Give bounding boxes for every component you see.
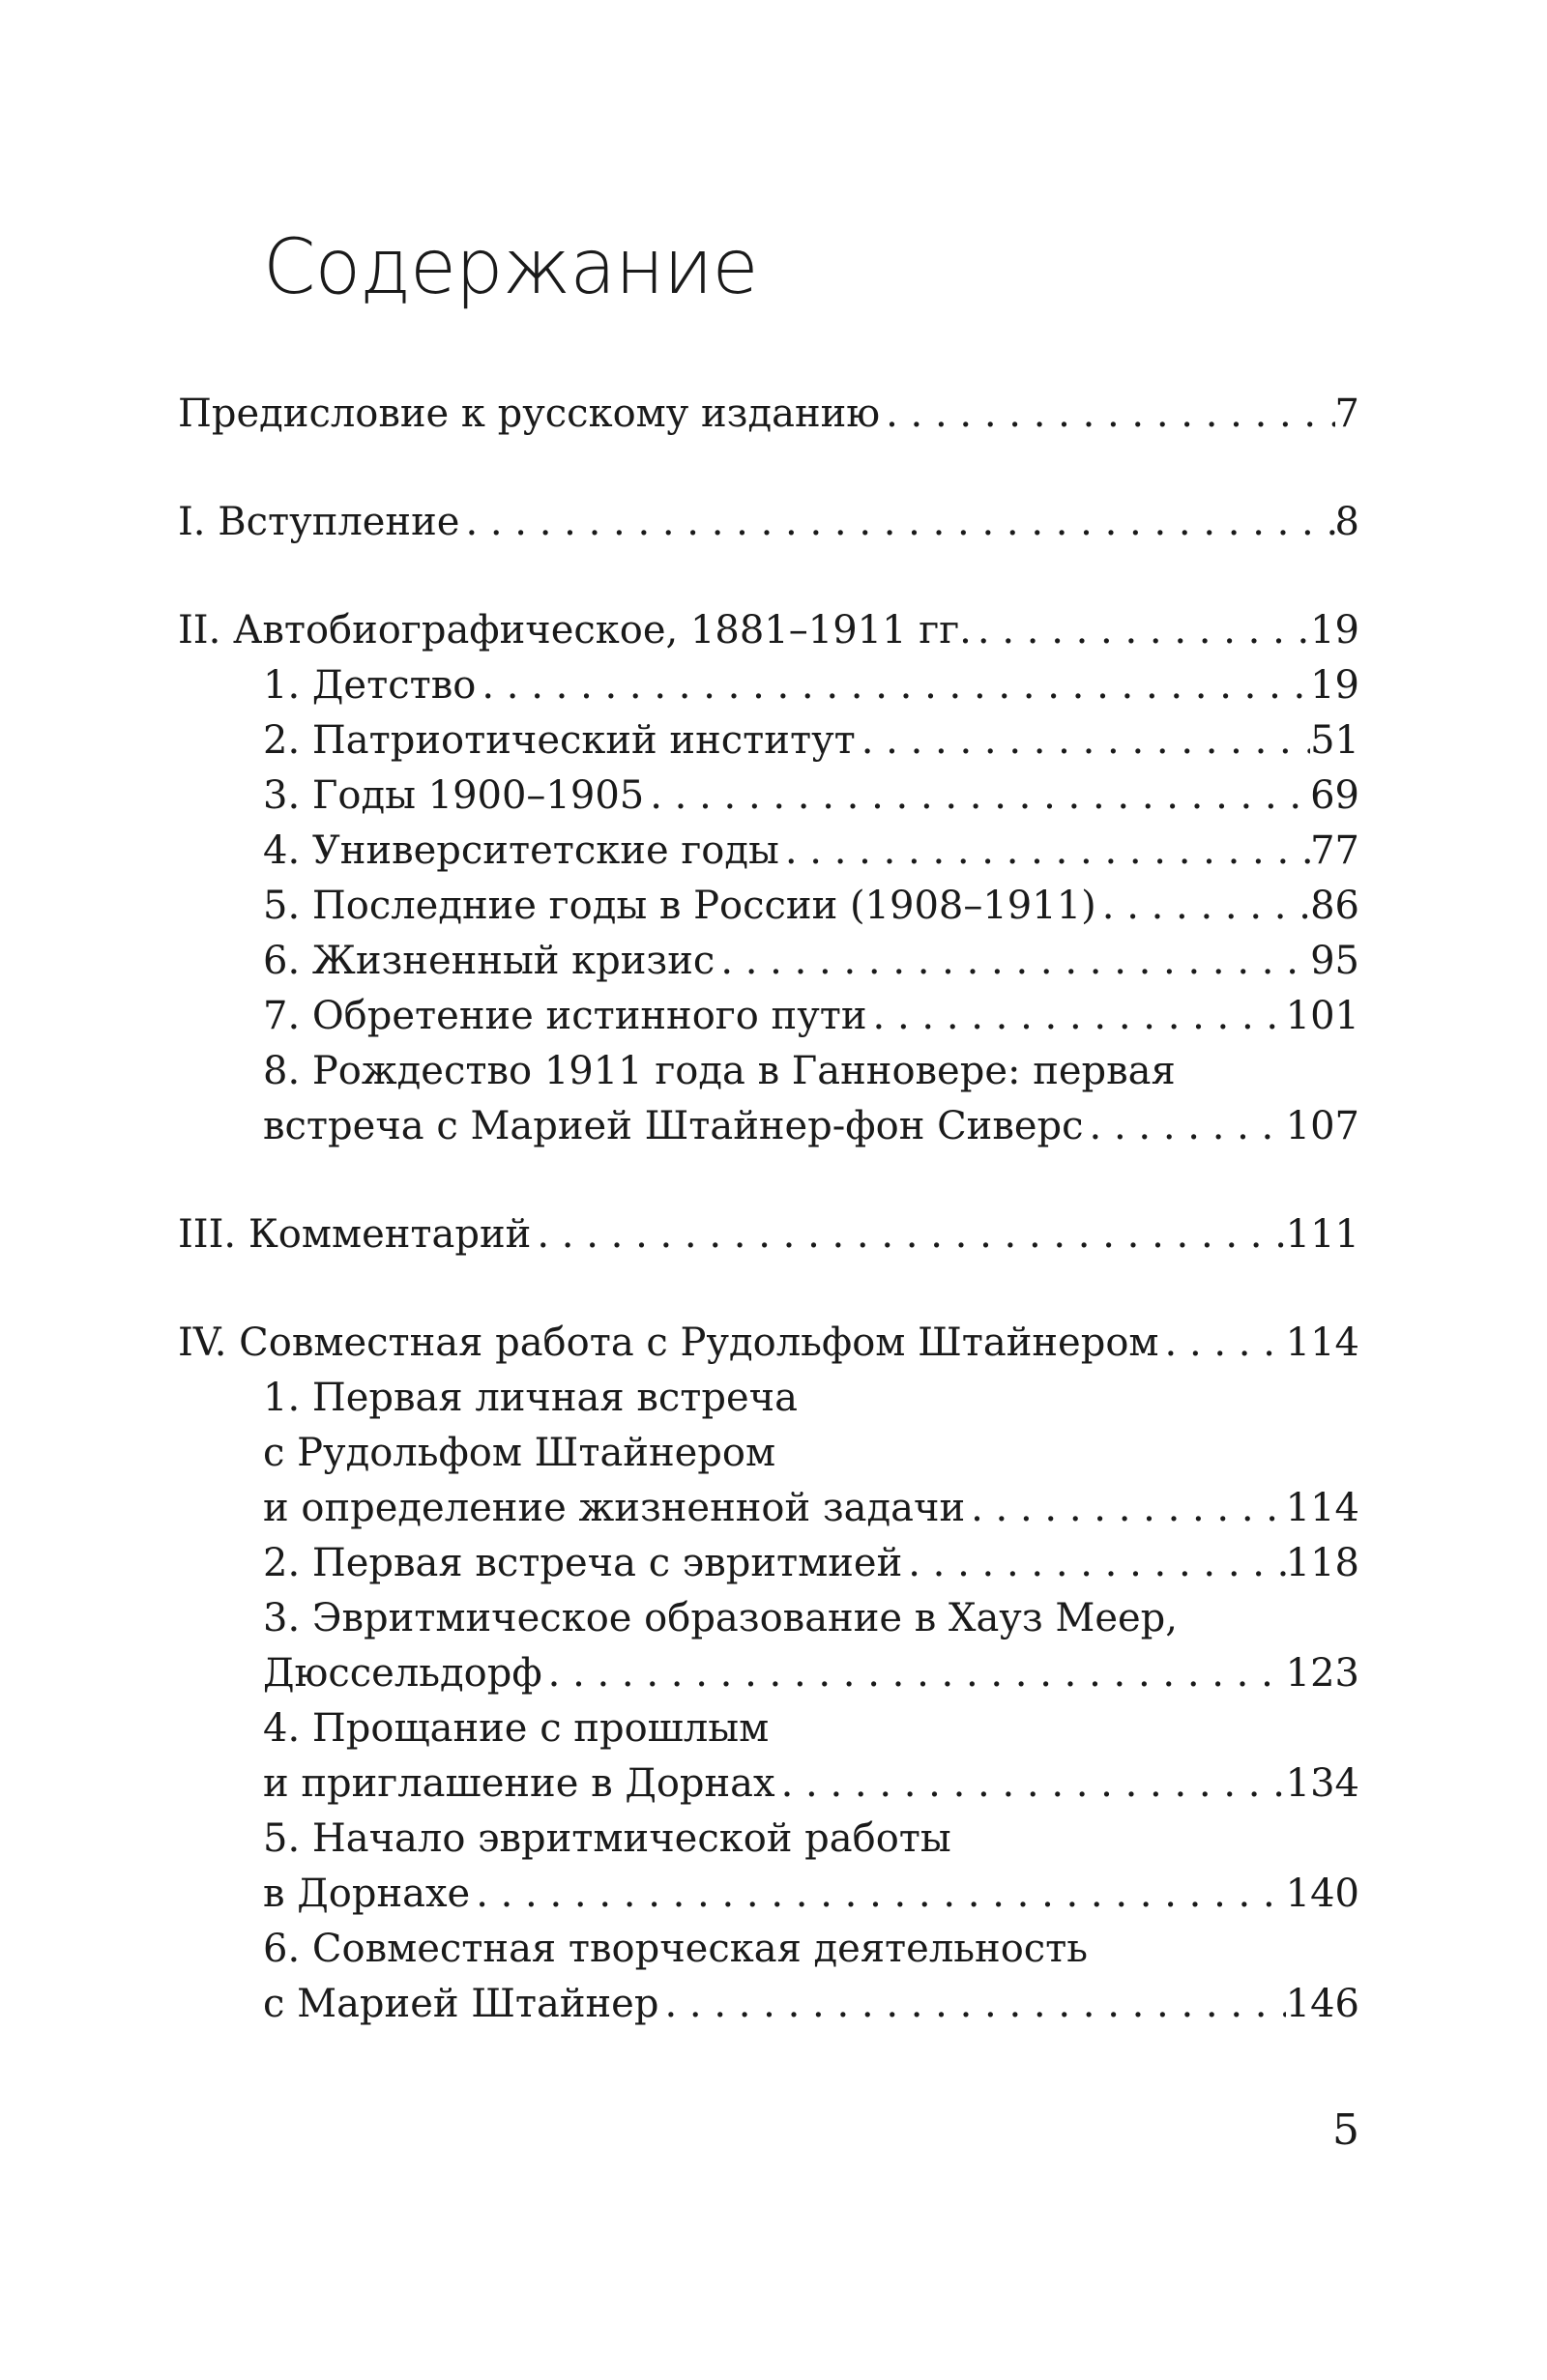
dot-leader	[965, 1481, 1286, 1536]
toc-entry-title: 2. Патриотический институт	[263, 718, 856, 763]
toc-entry-title: 4. Университетские годы	[263, 828, 779, 873]
toc-page-number: 107	[1285, 1104, 1359, 1148]
toc-entry-row	[178, 1207, 1359, 1263]
toc-entry-title-line: 4. Прощание с прошлым	[263, 1706, 770, 1751]
toc-entry-row	[263, 769, 1359, 824]
toc-entry-row	[263, 1977, 1359, 2032]
toc-entry-title: 1. Детство	[263, 663, 477, 708]
toc-entry-row	[178, 387, 1359, 442]
dot-leader	[715, 934, 1310, 989]
toc-page-number: 69	[1310, 773, 1359, 818]
toc-page-number: 101	[1285, 994, 1359, 1038]
toc-page-number: 114	[1285, 1486, 1359, 1530]
toc-subentry	[178, 989, 1359, 1044]
toc-entry-title: Предисловие к русскому изданию	[178, 392, 881, 436]
toc-entry-title: и приглашение в Дорнах	[263, 1761, 775, 1806]
toc-page-number: 95	[1310, 939, 1359, 983]
dot-leader	[1084, 1099, 1286, 1154]
toc-entry-title: 5. Последние годы в России (1908–1911)	[263, 884, 1096, 928]
toc-entry-row	[263, 658, 1359, 713]
toc-entry-title-line: 6. Совместная творческая деятельность	[263, 1927, 1089, 1971]
dot-leader	[856, 713, 1310, 769]
toc-page-number: 118	[1285, 1541, 1359, 1585]
toc-entry-title-line: 5. Начало эвритмической работы	[263, 1816, 951, 1861]
dot-leader	[476, 658, 1310, 713]
toc-subentry	[178, 1701, 1359, 1812]
toc-page-number: 19	[1310, 663, 1359, 708]
toc-entry-row	[263, 879, 1359, 934]
page-number: 5	[1332, 2105, 1359, 2155]
toc-entry-row	[178, 495, 1359, 550]
toc-page-number: 134	[1285, 1761, 1359, 1806]
toc-entry-row	[263, 1646, 1359, 1701]
dot-leader	[1096, 879, 1310, 934]
toc-page-number: 7	[1334, 392, 1359, 436]
toc-section	[178, 495, 1359, 550]
toc-entry-title: IV. Совместная работа с Рудольфом Штайнером	[178, 1321, 1159, 1365]
toc-entry-title: 6. Жизненный кризис	[263, 939, 715, 983]
toc-subentry	[178, 1591, 1359, 1701]
toc-entry-row	[263, 989, 1359, 1044]
toc-entry-title-line: 1. Первая личная встреча	[263, 1376, 798, 1420]
toc-section	[178, 387, 1359, 442]
toc-page-number: 146	[1285, 1982, 1359, 2026]
toc-entry	[178, 387, 1359, 442]
toc-page-number: 8	[1334, 500, 1359, 544]
toc-section	[178, 1207, 1359, 1263]
toc-page-number: 114	[1285, 1321, 1359, 1365]
dot-leader	[902, 1536, 1285, 1591]
toc-entry-row	[178, 1316, 1359, 1371]
toc-entry-title: II. Автобиографическое, 1881–1911 гг.	[178, 608, 972, 653]
toc-subentry	[178, 1922, 1359, 2032]
dot-leader	[459, 495, 1334, 550]
toc-entry-title-line: с Рудольфом Штайнером	[263, 1431, 776, 1475]
toc-entry	[178, 495, 1359, 550]
toc-subentry	[178, 658, 1359, 713]
dot-leader	[775, 1756, 1286, 1812]
toc-subentry	[178, 1371, 1359, 1536]
toc-entry-row	[263, 1536, 1359, 1591]
toc-entry-title: III. Комментарий	[178, 1212, 532, 1257]
toc-entry-row	[178, 603, 1359, 658]
toc-subentry	[178, 879, 1359, 934]
dot-leader	[779, 824, 1310, 879]
toc-entry	[178, 1316, 1359, 1371]
toc-entry-row	[263, 1867, 1359, 1922]
toc-page-number: 77	[1310, 828, 1359, 873]
dot-leader	[867, 989, 1286, 1044]
toc-entry-row	[263, 1756, 1359, 1812]
toc-entry-title: 2. Первая встреча с эвритмией	[263, 1541, 903, 1585]
toc-page-number: 51	[1310, 718, 1359, 763]
toc-subentry	[178, 1812, 1359, 1922]
toc-subentry	[178, 1536, 1359, 1591]
dot-leader	[531, 1207, 1285, 1263]
dot-leader	[644, 769, 1310, 824]
toc-entry-row	[263, 824, 1359, 879]
toc-entry-row	[263, 713, 1359, 769]
dot-leader	[1159, 1316, 1286, 1371]
toc-entry-row	[263, 934, 1359, 989]
toc-page-number: 123	[1285, 1651, 1359, 1696]
toc-entry-title: 3. Годы 1900–1905	[263, 773, 645, 818]
toc-entry-title: Дюссельдорф	[263, 1651, 542, 1696]
toc-entry-row	[263, 1099, 1359, 1154]
toc-entry-title: I. Вступление	[178, 500, 460, 544]
toc-entry-title: 7. Обретение истинного пути	[263, 994, 867, 1038]
toc-section	[178, 603, 1359, 1154]
toc-page-number: 140	[1285, 1872, 1359, 1916]
dot-leader	[880, 387, 1334, 442]
dot-leader	[542, 1646, 1286, 1701]
toc-entry	[178, 603, 1359, 658]
toc-page-number: 86	[1310, 884, 1359, 928]
table-of-contents	[178, 387, 1359, 2085]
page-title: Содержание	[263, 224, 758, 311]
toc-subentry	[178, 934, 1359, 989]
toc-entry-title-line: 8. Рождество 1911 года в Ганновере: первая	[263, 1049, 1176, 1093]
toc-subentry	[178, 713, 1359, 769]
dot-leader	[658, 1977, 1285, 2032]
toc-entry-title: в Дорнахе	[263, 1872, 471, 1916]
toc-entry-title-line: 3. Эвритмическое образование в Хауз Меер,	[263, 1596, 1178, 1640]
toc-page-number: 111	[1285, 1212, 1359, 1257]
dot-leader	[470, 1867, 1285, 1922]
toc-subentry	[178, 769, 1359, 824]
toc-subentry	[178, 1044, 1359, 1154]
toc-entry	[178, 1207, 1359, 1263]
toc-entry-title: встреча с Марией Штайнер-фон Сиверс	[263, 1104, 1084, 1148]
toc-entry-row	[263, 1481, 1359, 1536]
dot-leader	[972, 603, 1310, 658]
toc-entry-title: и определение жизненной задачи	[263, 1486, 966, 1530]
toc-section	[178, 1316, 1359, 2032]
toc-subentry	[178, 824, 1359, 879]
toc-page-number: 19	[1310, 608, 1359, 653]
toc-entry-title: с Марией Штайнер	[263, 1982, 659, 2026]
